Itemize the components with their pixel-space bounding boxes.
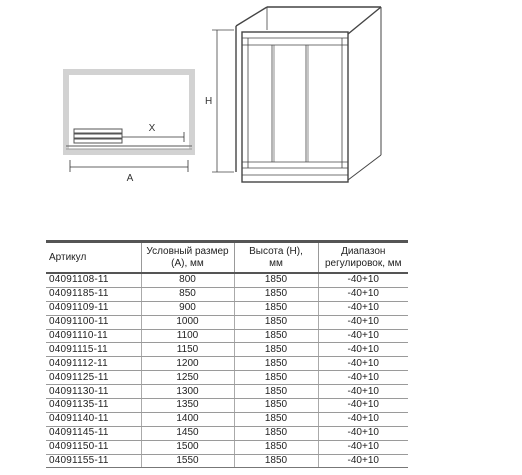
cell-range: -40+10	[318, 273, 408, 287]
cell-height: 1850	[234, 287, 318, 301]
cell-range: -40+10	[318, 385, 408, 399]
header-range	[318, 242, 408, 274]
header-article-label: Артикул	[49, 251, 87, 263]
cell-height: 1850	[234, 399, 318, 413]
cell-article: 04091150-11	[46, 440, 141, 454]
cell-height: 1850	[234, 357, 318, 371]
table-header-row	[46, 242, 408, 274]
cell-size: 800	[141, 273, 234, 287]
cell-size: 1150	[141, 343, 234, 357]
cell-article: 04091108-11	[46, 273, 141, 287]
dimension-x-label: X	[148, 123, 156, 134]
cell-range: -40+10	[318, 287, 408, 301]
plan-door-panel-3	[74, 139, 122, 143]
cell-size: 850	[141, 287, 234, 301]
cell-size: 900	[141, 301, 234, 315]
table-row	[46, 412, 408, 426]
cell-size: 1400	[141, 412, 234, 426]
specifications-table	[46, 240, 408, 468]
header-article	[46, 242, 141, 274]
cell-height: 1850	[234, 371, 318, 385]
cell-height: 1850	[234, 440, 318, 454]
cell-article: 04091115-11	[46, 343, 141, 357]
cell-size: 1100	[141, 329, 234, 343]
dimension-a-label: A	[126, 173, 134, 184]
cell-range: -40+10	[318, 371, 408, 385]
table-row	[46, 371, 408, 385]
plan-view-drawing	[66, 72, 192, 184]
cell-range: -40+10	[318, 301, 408, 315]
table-row	[46, 440, 408, 454]
cell-range: -40+10	[318, 343, 408, 357]
cell-article: 04091125-11	[46, 371, 141, 385]
table-row	[46, 426, 408, 440]
cell-range: -40+10	[318, 426, 408, 440]
cell-size: 1450	[141, 426, 234, 440]
cell-article: 04091130-11	[46, 385, 141, 399]
header-height	[234, 242, 318, 274]
cell-height: 1850	[234, 301, 318, 315]
cell-height: 1850	[234, 385, 318, 399]
cell-height: 1850	[234, 454, 318, 468]
header-height-line1: Высота (Н),	[249, 245, 303, 257]
front-frame	[242, 32, 348, 182]
cell-size: 1550	[141, 454, 234, 468]
table-row	[46, 287, 408, 301]
perspective-view-drawing	[212, 7, 381, 182]
table-row	[46, 454, 408, 468]
cell-height: 1850	[234, 412, 318, 426]
plan-door-panel-1	[74, 129, 122, 133]
table-row	[46, 343, 408, 357]
cell-range: -40+10	[318, 440, 408, 454]
plan-door-panel-2	[74, 134, 122, 138]
cell-article: 04091145-11	[46, 426, 141, 440]
table-body	[46, 273, 408, 468]
cell-article: 04091140-11	[46, 412, 141, 426]
cell-height: 1850	[234, 273, 318, 287]
header-range-line1: Диапазон	[341, 245, 386, 257]
cell-height: 1850	[234, 426, 318, 440]
cell-size: 1350	[141, 399, 234, 413]
cell-range: -40+10	[318, 454, 408, 468]
table-row	[46, 329, 408, 343]
cell-size: 1500	[141, 440, 234, 454]
header-size-line1: Условный размер	[146, 245, 229, 257]
bottom-right-edge	[348, 155, 381, 180]
cell-article: 04091112-11	[46, 357, 141, 371]
cell-height: 1850	[234, 315, 318, 329]
top-left-edge	[236, 7, 267, 26]
header-size-line2: (А), мм	[171, 257, 204, 269]
cell-article: 04091155-11	[46, 454, 141, 468]
cell-article: 04091185-11	[46, 287, 141, 301]
dimension-h-label: H	[205, 96, 213, 107]
cell-article: 04091135-11	[46, 399, 141, 413]
cell-range: -40+10	[318, 329, 408, 343]
table-row	[46, 273, 408, 287]
cell-article: 04091100-11	[46, 315, 141, 329]
top-right-edge	[348, 7, 381, 34]
cell-range: -40+10	[318, 412, 408, 426]
table-row	[46, 315, 408, 329]
cell-size: 1200	[141, 357, 234, 371]
cell-article: 04091110-11	[46, 329, 141, 343]
table-row	[46, 357, 408, 371]
cell-size: 1300	[141, 385, 234, 399]
cell-height: 1850	[234, 343, 318, 357]
cell-range: -40+10	[318, 399, 408, 413]
header-height-line2: мм	[269, 257, 283, 269]
table-row	[46, 399, 408, 413]
table-row	[46, 301, 408, 315]
header-range-line2: регулировок, мм	[324, 257, 402, 269]
cell-size: 1000	[141, 315, 234, 329]
cell-height: 1850	[234, 329, 318, 343]
table-row	[46, 385, 408, 399]
cell-article: 04091109-11	[46, 301, 141, 315]
cell-range: -40+10	[318, 357, 408, 371]
cell-size: 1250	[141, 371, 234, 385]
header-size	[141, 242, 234, 274]
cell-range: -40+10	[318, 315, 408, 329]
